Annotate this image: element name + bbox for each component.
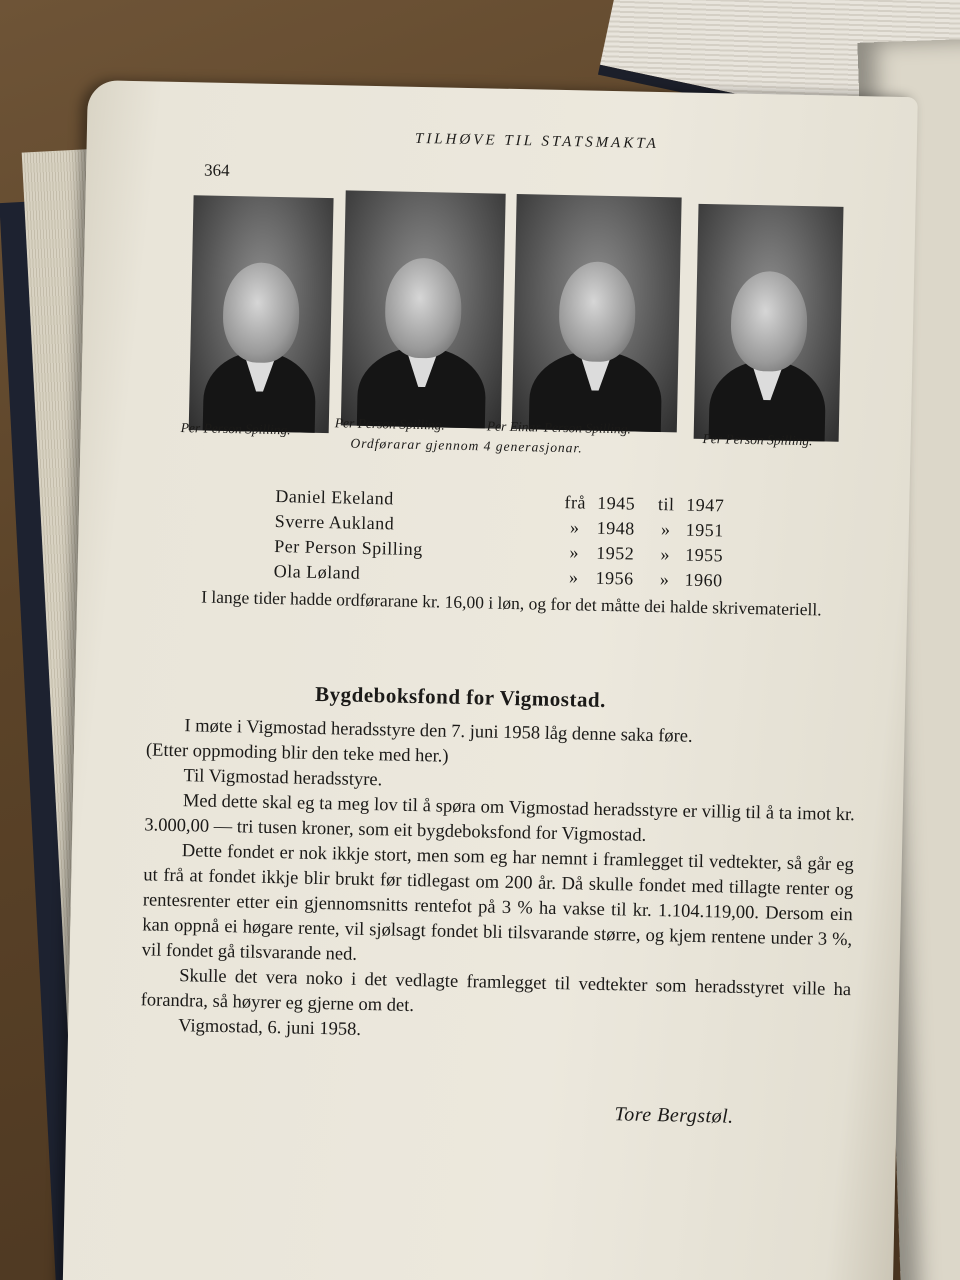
portrait-photo bbox=[694, 204, 844, 442]
portrait-subcaption: Ordførarar gjennom 4 generasjonar. bbox=[350, 435, 583, 456]
mayor-name: Per Person Spilling bbox=[274, 536, 423, 560]
page-content bbox=[62, 80, 918, 1280]
mayor-name: Sverre Aukland bbox=[274, 511, 395, 534]
letter-paragraph: Med dette skal eg ta meg lov til å spøra om Vigmostad heradsstyre er villig til å ta imot kr. 3.000,00 — tri tusen kroner, som eit bygdeboksfond for Vigmostad. bbox=[144, 791, 855, 846]
letter-paragraph: Dette fondet er nok ikkje stort, men som eg har nemnt i framlegget til vedtekter, så går eg ut frå at fondet ikkje blir brukt før tidlegast om 200 år. Då skulle fondet med tillagte renter og rentesrenter etter ein gjennomsnitts rentefot på 3 % ha vakse til kr. 1.104.119,00. Dersom ein kan oppnå ei høgare rente, vil sjølsagt fondet bli tilsvarande større, og kjem rentene under 3 %, vil fondet gå tilsvarande ned. bbox=[141, 841, 854, 965]
mayor-from-year: 1956 bbox=[595, 567, 634, 589]
portrait-photo bbox=[189, 195, 334, 433]
mayor-list bbox=[273, 486, 755, 596]
salary-paragraph: I lange tider hadde ordførarane kr. 16,00 i løn, og for det måtte dei halde skrivemateriell. bbox=[200, 586, 822, 620]
letter-salutation: Til Vigmostad heradsstyre. bbox=[183, 766, 383, 791]
letter-place-date: Vigmostad, 6. juni 1958. bbox=[177, 1016, 362, 1040]
mayor-row: Ola Løland » 1956 » 1960 bbox=[273, 561, 723, 591]
portrait-photo bbox=[512, 194, 682, 432]
mayor-to-year: 1951 bbox=[685, 519, 724, 541]
mayor-name: Ola Løland bbox=[273, 561, 361, 583]
book-page bbox=[62, 80, 918, 1280]
letter-intro: I møte i Vigmostad heradsstyre den 7. juni 1958 låg denne saka føre. bbox=[184, 716, 693, 747]
mayor-to-year: 1960 bbox=[684, 569, 723, 591]
portrait-photo bbox=[341, 190, 506, 428]
mayor-from-year: 1948 bbox=[596, 517, 635, 539]
letter-intro-note: (Etter oppmoding blir den teke med her.) bbox=[145, 740, 449, 767]
portrait-caption: Per Person Spilling. bbox=[334, 415, 445, 433]
portrait-caption: Per Person Spilling. bbox=[180, 420, 291, 438]
mayor-to-year: 1955 bbox=[684, 544, 724, 566]
mayor-from-year: 1952 bbox=[596, 542, 635, 564]
portrait-caption: Per Person Spilling. bbox=[702, 430, 813, 449]
portrait-caption: Per Einar Person Spilling. bbox=[486, 418, 631, 437]
mayor-row: Daniel Ekeland frå 1945 til 1947 bbox=[275, 486, 725, 516]
letter-body bbox=[140, 713, 857, 1053]
letter-paragraph: Skulle det vera noko i det vedlagte framlegget til vedtekter som heradsstyret ville ha forandra, så høyrer eg gjerne om det. bbox=[140, 966, 852, 1017]
running-head: TILHØVE TIL STATSMAKTA bbox=[414, 130, 659, 152]
mayor-row: Per Person Spilling » 1952 » 1955 bbox=[274, 536, 724, 566]
signature: Tore Bergstøl. bbox=[614, 1103, 734, 1128]
portrait-row bbox=[189, 187, 874, 451]
page-number: 364 bbox=[203, 160, 230, 180]
section-title: Bygdeboksfond for Vigmostad. bbox=[314, 681, 607, 712]
mayor-from-year: 1945 bbox=[597, 492, 636, 514]
mayor-to-year: 1947 bbox=[686, 494, 725, 516]
mayor-row: Sverre Aukland » 1948 » 1951 bbox=[274, 511, 724, 541]
mayor-name: Daniel Ekeland bbox=[275, 486, 394, 509]
